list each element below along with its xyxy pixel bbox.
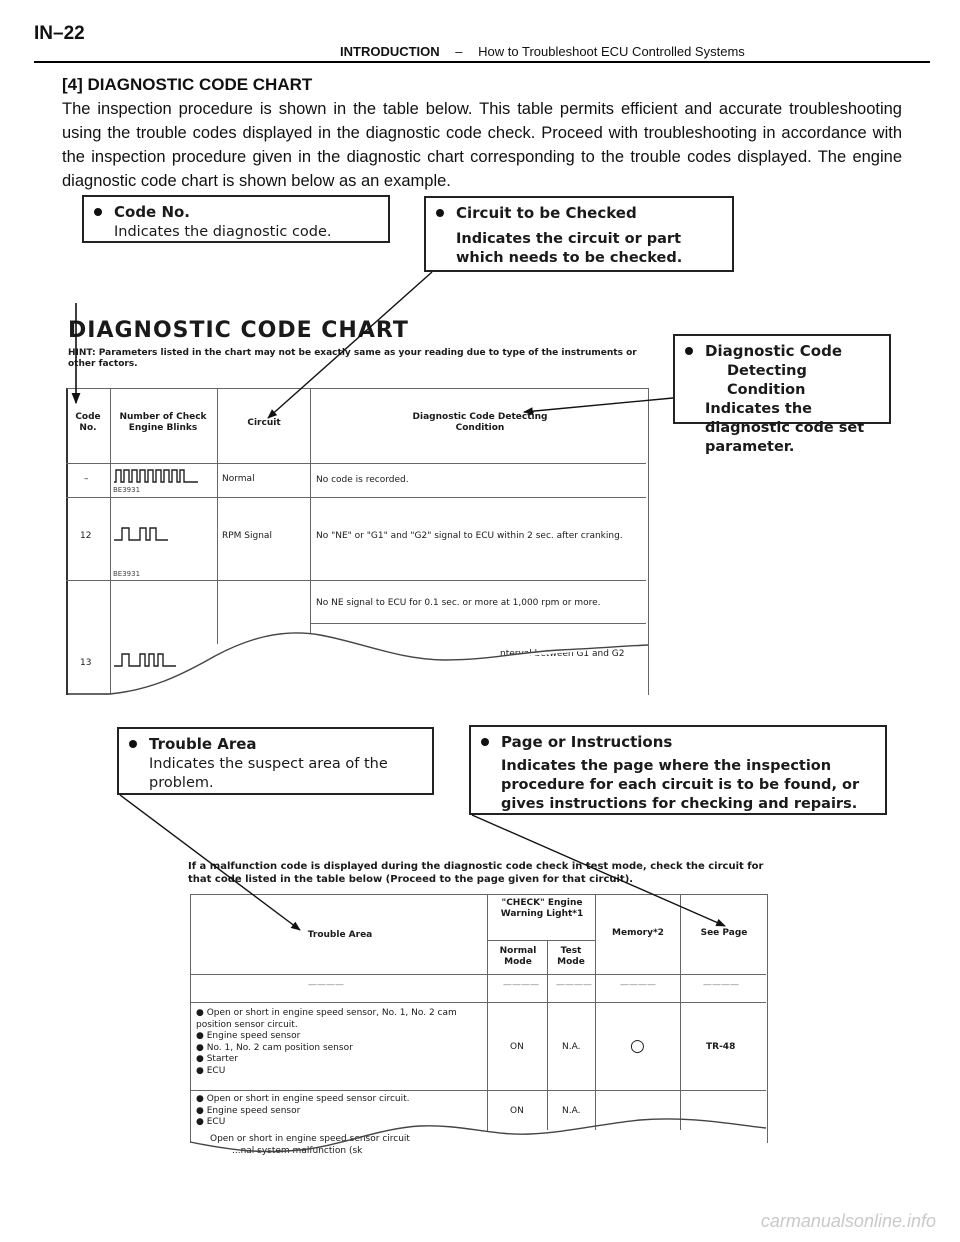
chart1-title: DIAGNOSTIC CODE CHART — [68, 318, 409, 343]
watermark: carmanualsonline.info — [760, 1211, 936, 1231]
callout-page-desc: Indicates the page where the inspection procedure for each circuit is to be found, or gives instructions for checking and repairs. — [501, 758, 860, 812]
blink-waveform-normal — [114, 470, 198, 482]
callout-trouble-area-title: Trouble Area — [149, 735, 257, 753]
chart2-row1-page: TR-48 — [706, 1042, 736, 1052]
chart2-dash-memory: ———— — [620, 980, 656, 990]
chart1-header-code-no: Code No. — [75, 412, 101, 433]
trouble-area-item: ● Engine speed sensor — [196, 1031, 301, 1041]
blink-waveform-code-13 — [114, 654, 176, 666]
trouble-area-item: ● ECU — [196, 1065, 226, 1076]
callout-trouble-area-desc: Indicates the suspect area of the problem. — [149, 756, 388, 791]
chart1-row1-condition: No code is recorded. — [316, 475, 409, 485]
callout-detecting-title: Diagnostic Code — [705, 342, 843, 360]
chart1-row1-circuit: Normal — [222, 474, 255, 484]
chart1-row2-ref: BE3931 — [113, 570, 141, 578]
chart2-torn-line-2: ...nal system malfunction (sk — [232, 1146, 363, 1156]
pointer-trouble-area — [120, 795, 300, 930]
chart1-row2-code: 12 — [80, 531, 92, 541]
trouble-area-item: ● Open or short in engine speed sensor circuit. — [196, 1094, 410, 1104]
chart2-torn-line-1: Open or short in engine speed sensor circuit — [210, 1134, 410, 1144]
chart2-dash-normal: ———— — [503, 980, 539, 990]
callout-code-no-title: Code No. — [114, 203, 191, 221]
chart1-header-circuit: Circuit — [247, 418, 281, 428]
callout-circuit-title: Circuit to be Checked — [456, 204, 637, 222]
chart1-header-blinks: Number of Check Engine Blinks — [119, 412, 207, 433]
pointer-see-page — [472, 815, 725, 926]
callout-circuit-desc: Indicates the circuit or part which needs to be checked. — [456, 231, 683, 266]
chart1-header-condition: Diagnostic Code Detecting Condition — [412, 412, 548, 433]
running-header-separator: – — [455, 44, 463, 59]
torn-edge-chart1 — [110, 633, 648, 694]
callout-code-no-desc: Indicates the diagnostic code. — [114, 224, 332, 240]
chart2-header-test: Test Mode — [557, 946, 585, 967]
running-header-section: INTRODUCTION — [340, 44, 440, 59]
chart2-header-trouble-area: Trouble Area — [307, 930, 373, 940]
chart2-dash-page: ———— — [703, 980, 739, 990]
chart2-row1-test: N.A. — [562, 1042, 581, 1052]
chart2-dash-trouble: ———— — [308, 980, 344, 990]
chart2-row1-normal: ON — [510, 1042, 524, 1052]
chart2-header-see-page: See Page — [700, 928, 748, 938]
chart1-row3-code: 13 — [80, 658, 92, 668]
section-heading: [4] DIAGNOSTIC CODE CHART — [62, 75, 313, 94]
chart2-row2-normal: ON — [510, 1106, 524, 1116]
trouble-area-item: ● ECU — [196, 1117, 226, 1127]
chart2-header-check-light: "CHECK" Engine Warning Light*1 — [500, 898, 584, 919]
chart1-hint: HINT: Parameters listed in the chart may not be exactly same as your reading due to type of the instruments or other factors. — [68, 348, 637, 369]
chart2-row1-memory: ○ — [630, 1036, 645, 1056]
chart2-dash-test: ———— — [556, 980, 592, 990]
chart1-row2-circuit: RPM Signal — [222, 531, 272, 541]
pointer-detecting — [524, 398, 673, 412]
trouble-area-item: ● Open or short in engine speed sensor, No. 1, No. 2 cam position sensor circuit. — [196, 1008, 457, 1030]
chart2-row2-test: N.A. — [562, 1106, 581, 1116]
callout-detecting-desc: Indicates the diagnostic code set parameter. — [705, 401, 865, 455]
callout-detecting-title2: Detecting Condition — [727, 363, 807, 398]
chart2-intro: If a malfunction code is displayed during the diagnostic code check in test mode, check the circuit for that code listed in the table below (Proceed to the page given for that circuit). — [188, 861, 764, 885]
chart1-row1-code: – — [84, 474, 89, 484]
page-number: IN–22 — [34, 23, 85, 44]
chart2-header-memory: Memory*2 — [612, 928, 664, 938]
chart2-header-normal: Normal Mode — [499, 946, 537, 967]
blink-waveform-code-12 — [114, 528, 168, 540]
running-header-subtitle: How to Troubleshoot ECU Controlled Systems — [478, 44, 745, 59]
chart1-torn-text: nterval between G1 and G2 — [500, 649, 625, 659]
chart1-row1-ref: BE3931 — [113, 486, 141, 494]
trouble-area-item: ● No. 1, No. 2 cam position sensor — [196, 1042, 353, 1053]
callout-page-title: Page or Instructions — [501, 733, 673, 751]
intro-paragraph: The inspection procedure is shown in the table below. This table permits efficient and accurate troubleshooting using the trouble codes displayed in the diagnostic code check. Proceed with troubleshooting in accordance with the inspection procedure given in the diagnostic chart corresponding to the trouble codes displayed. The engine diagnostic code chart is shown below as an example. — [62, 100, 902, 190]
pointer-circuit — [268, 272, 432, 418]
torn-edge-chart2 — [190, 1119, 766, 1152]
trouble-area-item: ● Starter — [196, 1054, 238, 1064]
chart1-row2-condition: No "NE" or "G1" and "G2" signal to ECU within 2 sec. after cranking. — [316, 531, 623, 541]
trouble-area-item: ● Engine speed sensor — [196, 1105, 301, 1116]
chart1-row3-condition: No NE signal to ECU for 0.1 sec. or more at 1,000 rpm or more. — [316, 598, 601, 608]
